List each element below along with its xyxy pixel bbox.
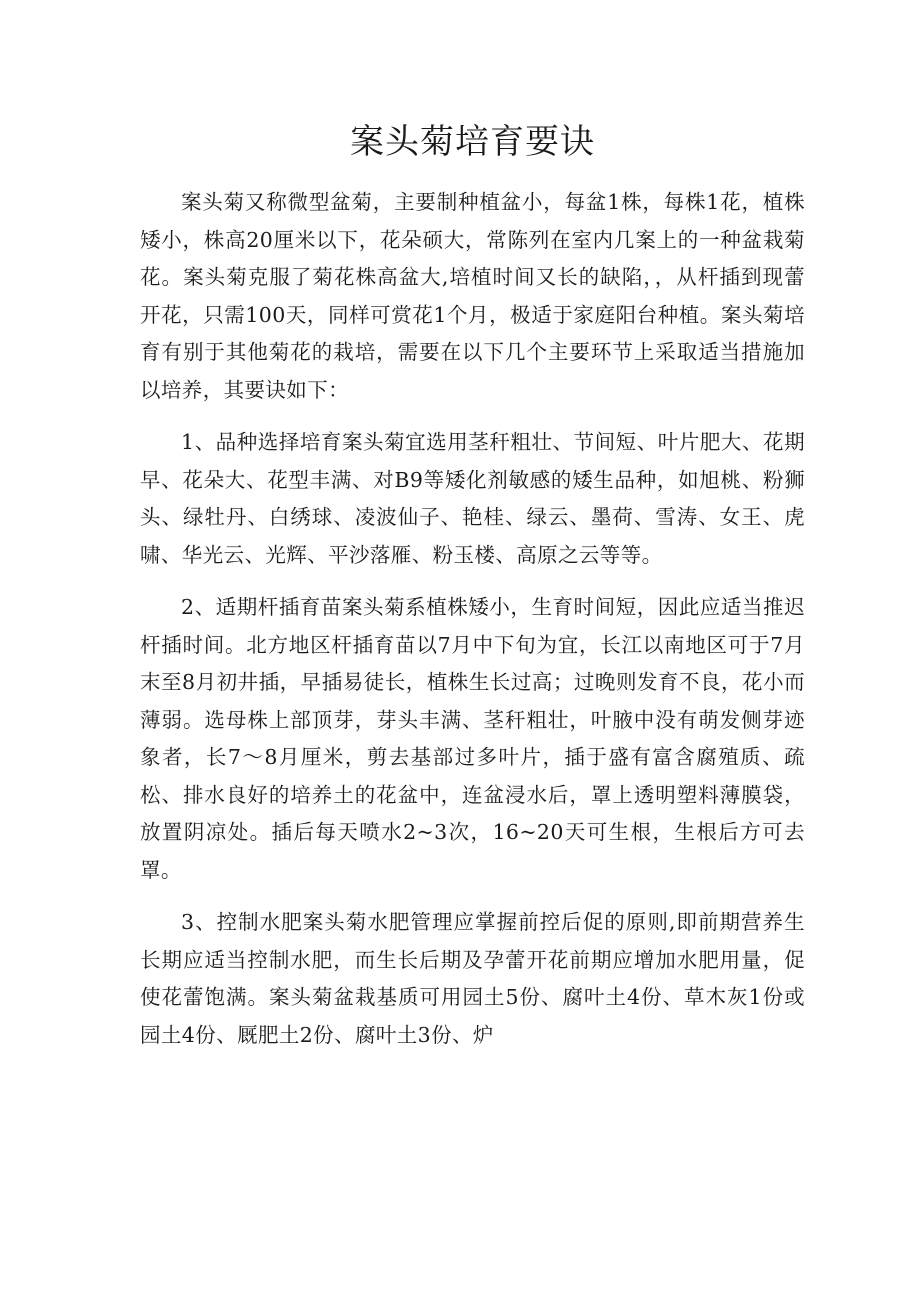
paragraph-cutting-propagation: 2、适期杆插育苗案头菊系植株矮小，生育时间短，因此应适当推迟杆插时间。北方地区杆插育苗以7月中下旬为宜，长江以南地区可于7月末至8月初井插，早插易徒长，植株生长过高；过晚则发育不良，花小而薄弱。选母株上部顶芽，芽头丰满、茎秆粗壮，叶腋中没有萌发侧芽迹象者，长7～8月厘米，剪去基部过多叶片，插于盛有富含腐殖质、疏松、排水良好的培养土的花盆中，连盆浸水后，罩上透明塑料薄膜袋，放置阴凉处。插后每天喷水2~3次，16~20天可生根，生根后方可去罩。 xyxy=(140,595,805,882)
paragraph-water-fertilizer: 3、控制水肥案头菊水肥管理应掌握前控后促的原则,即前期营养生长期应适当控制水肥，而生长后期及孕蕾开花前期应增加水肥用量，促使花蕾饱满。案头菊盆栽基质可用园土5份、腐叶土4份、草木灰1份或园土4份、厩肥土2份、腐叶土3份、炉 xyxy=(140,910,805,1047)
document-page xyxy=(140,0,805,1301)
paragraph-intro: 案头菊又称微型盆菊，主要制种植盆小，每盆1株，每株1花，植株矮小，株高20厘米以下，花朵硕大，常陈列在室内几案上的一种盆栽菊花。案头菊克服了菊花株高盆大,培植时间又长的缺陷，，从杆插到现蕾开花，只需100天，同样可赏花1个月，极适于家庭阳台种植。案头菊培育有别于其他菊花的栽培，需要在以下几个主要环节上采取适当措施加以培养，其要诀如下： xyxy=(140,190,805,402)
document-title: 案头菊培育要诀 xyxy=(350,122,595,162)
document-body xyxy=(140,184,805,1069)
paragraph-variety-selection: 1、品种选择培育案头菊宜选用茎秆粗壮、节间短、叶片肥大、花期早、花朵大、花型丰满、对B9等矮化剂敏感的矮生品种，如旭桃、粉狮头、绿牡丹、白绣球、凌波仙子、艳桂、绿云、墨荷、雪涛、女王、虎啸、华光云、光辉、平沙落雁、粉玉楼、高原之云等等。 xyxy=(140,430,805,567)
